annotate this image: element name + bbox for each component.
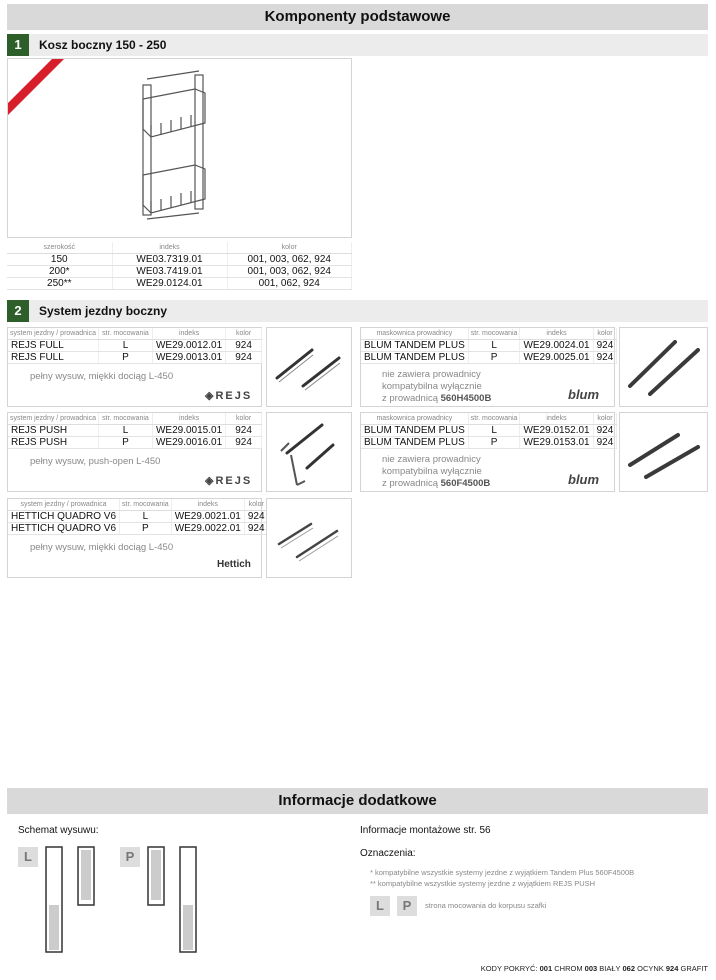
table-row [8,339,262,351]
table-cell: P [98,351,152,363]
hettich-table [8,499,269,535]
table-cell: P [120,522,172,534]
column-header: str. mocowania [98,413,152,424]
product-description: nie zawiera prowadnicy kompatybilna wyłącznie z prowadnicą 560H4500B [382,369,492,404]
legend-l-marker: L [370,896,390,916]
table-cell: BLUM TANDEM PLUS [361,339,468,351]
page-title: Komponenty podstawowe [7,4,708,30]
table-cell: WE29.0016.01 [152,436,225,448]
column-header: str. mocowania [98,328,152,339]
table-row [361,351,617,363]
blum-cover-image [620,328,709,408]
table-row [7,265,352,277]
side-basket-image [133,67,233,237]
column-header: kolor [226,413,262,424]
table-cell: L [468,339,520,351]
note: * kompatybilne wszystkie systemy jezdne z wyjątkiem Tandem Plus 560F4500B [370,868,635,877]
table-cell: L [98,424,152,436]
section-number: 2 [7,300,29,322]
column-header: system jezdny / prowadnica [8,413,98,424]
oznaczenia-label: Oznaczenia: [360,848,416,859]
table-cell: 924 [593,339,617,351]
table-cell: 924 [226,436,262,448]
column-header: kolor [226,328,262,339]
table-cell: 924 [593,351,617,363]
table-cell: 001, 062, 924 [227,277,352,289]
table-cell: 150 [7,253,112,265]
basket-image-box [7,58,352,238]
montaz-info: Informacje montażowe str. 56 [360,825,491,836]
table-cell: 001, 003, 062, 924 [227,253,352,265]
blum-f-table [361,413,617,449]
column-header: indeks [520,328,593,339]
column-header: indeks [171,499,244,510]
table-row [361,424,617,436]
section-title: System jezdny boczny [39,304,168,318]
table-cell: 924 [226,351,262,363]
table-cell: WE29.0015.01 [152,424,225,436]
info-title: Informacje dodatkowe [7,788,708,814]
table-row [361,436,617,448]
table-row [8,436,262,448]
table-cell: L [98,339,152,351]
rejs-logo: ◈REJS [205,475,253,487]
table-cell: 924 [226,424,262,436]
section-title: Kosz boczny 150 - 250 [39,38,167,52]
column-header: str. mocowania [468,328,520,339]
runner-image-box [266,327,352,407]
column-header: indeks [152,328,225,339]
table-cell: WE03.7319.01 [112,253,227,265]
runner-image-box [266,498,352,578]
column-header: indeks [152,413,225,424]
column-header: kolor [593,328,617,339]
table-cell: REJS FULL [8,339,98,351]
column-header: indeks [112,242,227,253]
pullout-left-diagram [44,845,104,957]
column-header: str. mocowania [468,413,520,424]
table-row [7,277,352,289]
legend-description: strona mocowania do korpusu szafki [425,901,547,910]
product-description: pełny wysuw, miękki dociąg L-450 [30,371,174,382]
table-cell: P [468,351,520,363]
cover-image-box [619,327,708,407]
table-row [8,510,268,522]
table-cell: WE29.0013.01 [152,351,225,363]
right-side-marker: P [120,847,140,867]
table-row [8,424,262,436]
table-cell: WE29.0025.01 [520,351,593,363]
runner-push-image [267,413,353,493]
section-1-header [7,34,708,56]
table-row [7,253,352,265]
product-description: nie zawiera prowadnicy kompatybilna wyłącznie z prowadnicą 560F4500B [382,454,491,489]
table-row [8,522,268,534]
runner-image [267,328,353,408]
table-cell: WE29.0152.01 [520,424,593,436]
table-cell: 250** [7,277,112,289]
table-cell: WE29.0153.01 [520,436,593,448]
table-cell: REJS FULL [8,351,98,363]
table-cell: BLUM TANDEM PLUS [361,424,468,436]
column-header: szerokość [7,242,112,253]
table-cell: HETTICH QUADRO V6 [8,522,120,534]
section-2-header [7,300,708,322]
notes [370,867,634,889]
column-header: system jezdny / prowadnica [8,499,120,510]
table-cell: 924 [226,339,262,351]
product-description: pełny wysuw, push-open L-450 [30,456,161,467]
product-description: pełny wysuw, miękki dociąg L-450 [30,542,174,553]
left-side-marker: L [18,847,38,867]
table-row [361,339,617,351]
column-header: indeks [520,413,593,424]
section1-table [7,242,352,290]
table-cell: BLUM TANDEM PLUS [361,351,468,363]
table-cell: 924 [244,522,268,534]
table-cell: L [120,510,172,522]
runner-hettich-image [267,499,353,579]
table-cell: WE29.0021.01 [171,510,244,522]
table-cell: 924 [244,510,268,522]
coating-codes: KODY POKRYĆ: 001 CHROM 003 BIAŁY 062 OCYNK 924 GRAFIT [480,964,708,973]
table-cell: WE29.0022.01 [171,522,244,534]
table-cell: WE29.0124.01 [112,277,227,289]
rejs-push-table [8,413,262,449]
schemat-label: Schemat wysuwu: [18,825,99,836]
table-cell: BLUM TANDEM PLUS [361,436,468,448]
table-cell: WE03.7419.01 [112,265,227,277]
table-cell: P [468,436,520,448]
column-header: system jezdny / prowadnica [8,328,98,339]
column-header: kolor [244,499,268,510]
note: ** kompatybilne wszystkie systemy jezdne z wyjątkiem REJS PUSH [370,879,596,888]
table-cell: WE29.0012.01 [152,339,225,351]
blum-cover-image [620,413,709,493]
blum-logo: blum [568,472,600,487]
table-cell: 001, 003, 062, 924 [227,265,352,277]
column-header: maskownica prowadnicy [361,413,468,424]
table-row [8,351,262,363]
rejs-full-table [8,328,262,364]
hettich-logo: Hettich [217,559,251,570]
column-header: str. mocowania [120,499,172,510]
svg-text:NOWY KOLOR: NOWY KOLOR [25,65,63,103]
cover-image-box [619,412,708,492]
column-header: kolor [227,242,352,253]
blum-h-table [361,328,617,364]
table-cell: WE29.0024.01 [520,339,593,351]
table-cell: REJS PUSH [8,424,98,436]
rejs-logo: ◈REJS [205,390,253,402]
table-cell: P [98,436,152,448]
table-cell: HETTICH QUADRO V6 [8,510,120,522]
pullout-right-diagram [146,845,206,957]
table-cell: L [468,424,520,436]
rejs-logo-icon: ◈ [205,475,216,487]
table-cell: 924 [593,424,617,436]
column-header: kolor [593,413,617,424]
blum-logo: blum [568,387,600,402]
table-cell: 924 [593,436,617,448]
runner-image-box [266,412,352,492]
column-header: maskownica prowadnicy [361,328,468,339]
table-cell: 200* [7,265,112,277]
section-number: 1 [7,34,29,56]
rejs-logo-icon: ◈ [205,390,216,402]
table-cell: REJS PUSH [8,436,98,448]
legend-p-marker: P [397,896,417,916]
